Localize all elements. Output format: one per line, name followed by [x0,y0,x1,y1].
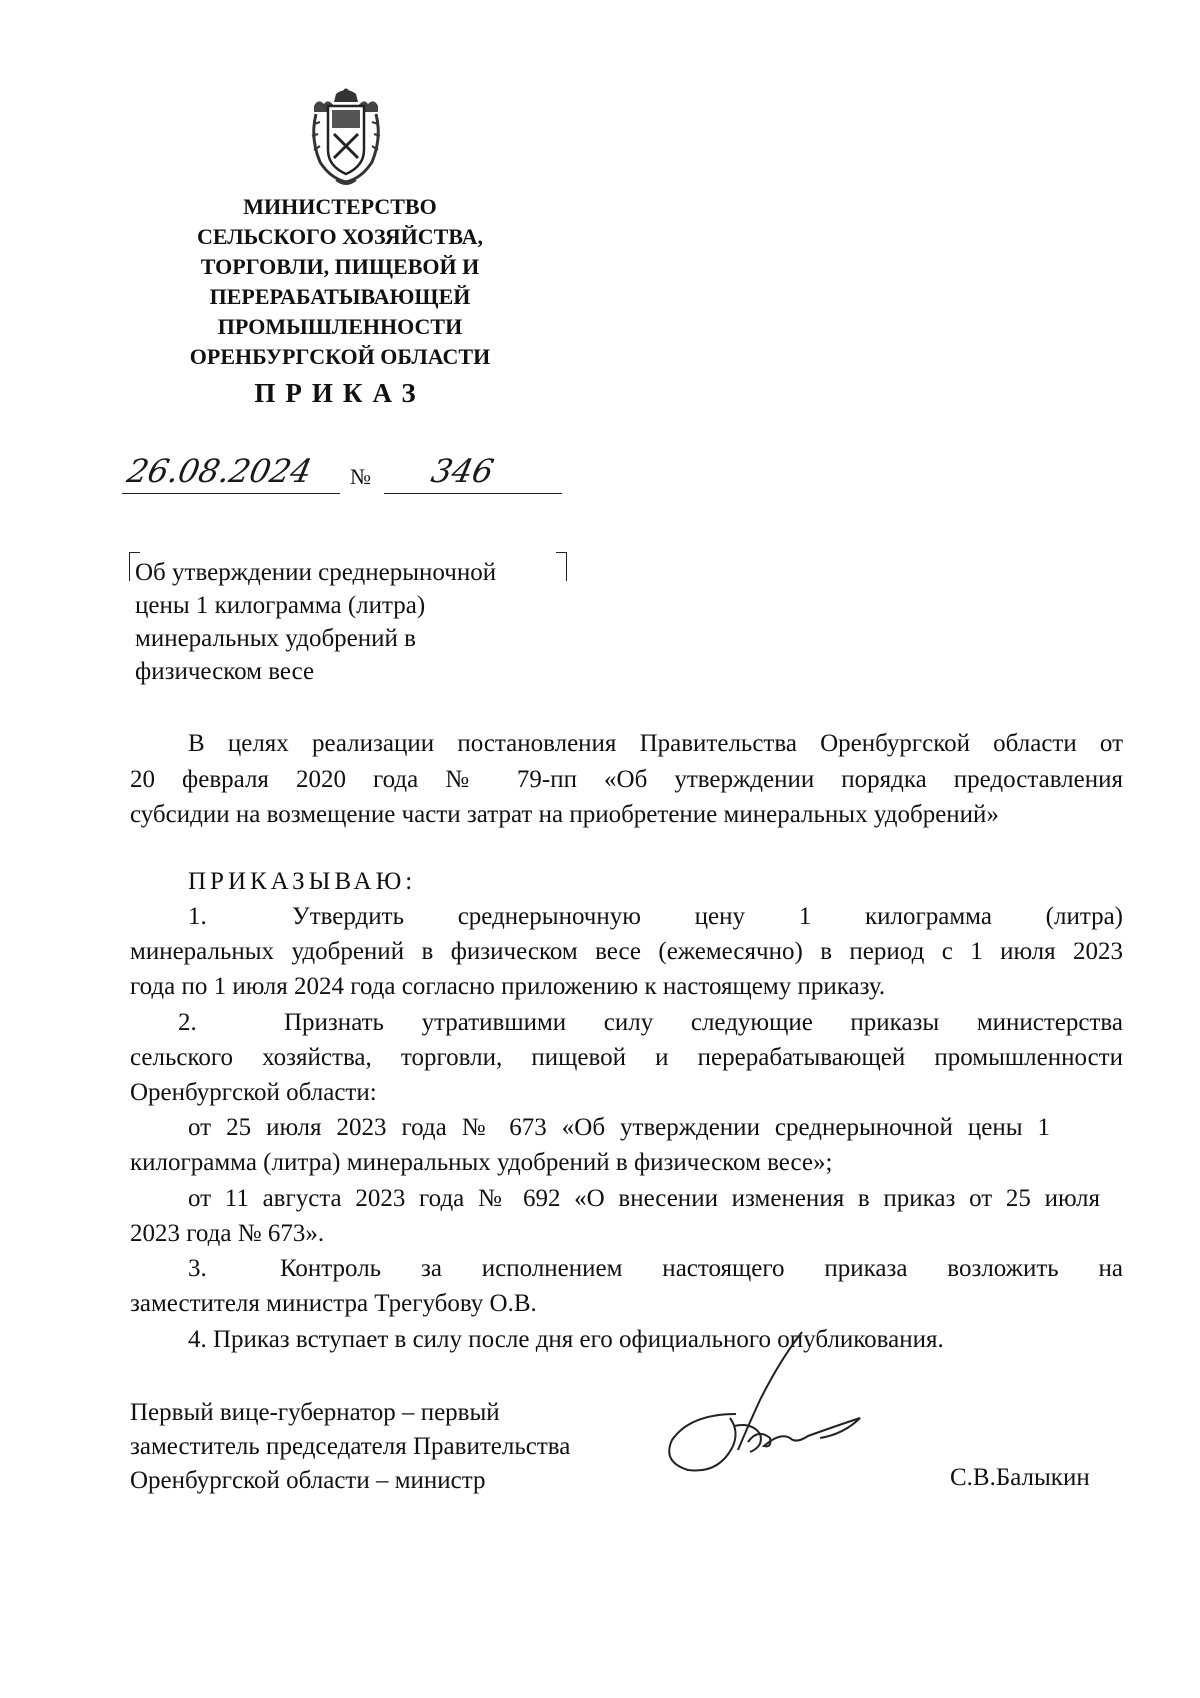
repealed-order-line: 2023 года № 673». [130,1220,325,1247]
handwritten-signature-icon [660,1330,880,1480]
item-2-line: Оренбургской области: [130,1079,377,1106]
item-number: 2. [178,1009,197,1036]
item-number: 3. [188,1255,207,1282]
date-underline [122,493,340,494]
repealed-order-line: от 25 июля 2023 года № 673 «Об утверждении среднерыночной цены 1 [188,1114,1050,1141]
item-2-line: сельского хозяйства, торговли, пищевой и перерабатывающей промышленности [130,1044,1123,1071]
order-directive-word: ПРИКАЗЫВАЮ: [188,868,417,895]
ministry-name-line: МИНИСТЕРСТВО [243,194,437,219]
signatory-position-line: Оренбургской области – министр [130,1467,486,1494]
signatory-name: С.В.Балыкин [950,1464,1090,1491]
order-number: 346 [427,452,498,490]
repealed-order-line: килограмма (литра) минеральных удобрений в физическом весе»; [130,1149,833,1176]
ministry-name-line: ПРОМЫШЛЕННОСТИ [217,314,463,339]
order-subject [135,556,565,688]
subject-line: Об утверждении среднерыночной [135,559,497,586]
item-1-line: года по 1 июля 2024 года согласно приложению к настоящему приказу. [130,973,886,1000]
subject-line: цены 1 килограмма (литра) [135,592,426,619]
document-type-title: ПРИКАЗ [254,378,426,408]
date-number-line [122,448,562,498]
ministry-name-line: ПЕРЕРАБАТЫВАЮЩЕЙ [209,284,471,309]
subject-line: минеральных удобрений в [135,625,416,652]
number-underline [384,493,562,494]
repealed-order-line: от 11 августа 2023 года № 692 «О внесении изменения в приказ от 25 июля [188,1185,1100,1212]
item-2-line: Признать утратившими силу следующие приказы министерства [284,1009,1123,1036]
item-1-line: Утвердить среднерыночную цену 1 килограмма (литра) [292,903,1123,930]
ministry-name-line: ОРЕНБУРГСКОЙ ОБЛАСТИ [189,344,491,369]
item-3-line: заместителя министра Трегубову О.В. [130,1290,537,1317]
item-number: 1. [188,903,207,930]
signatory-position [130,1396,570,1498]
item-3-line: Контроль за исполнением настоящего приказа возложить на [280,1255,1123,1282]
ministry-name-line: ТОРГОВЛИ, ПИЩЕВОЙ И [200,254,480,279]
preamble-line: 20 февраля 2020 года № 79-пп «Об утверждении порядка предоставления [130,766,1123,793]
signatory-position-line: Первый вице-губернатор – первый [130,1399,500,1426]
ministry-name [150,192,530,372]
preamble-line: В целях реализации постановления Правительства Оренбургской области от [188,730,1123,757]
item-1-line: минеральных удобрений в физическом весе (ежемесячно) в период с 1 июля 2023 [130,938,1123,965]
preamble-line: субсидии на возмещение части затрат на приобретение минеральных удобрений» [130,801,999,828]
subject-line: физическом весе [135,658,315,685]
coat-of-arms-icon [306,88,386,188]
number-label: № [350,464,371,489]
item-4-line: 4. Приказ вступает в силу после дня его официального опубликования. [188,1326,944,1353]
ministry-name-line: СЕЛЬСКОГО ХОЗЯЙСТВА, [196,224,484,249]
order-date: 26.08.2024 [123,452,316,490]
signatory-position-line: заместитель председателя Правительства [130,1433,571,1460]
